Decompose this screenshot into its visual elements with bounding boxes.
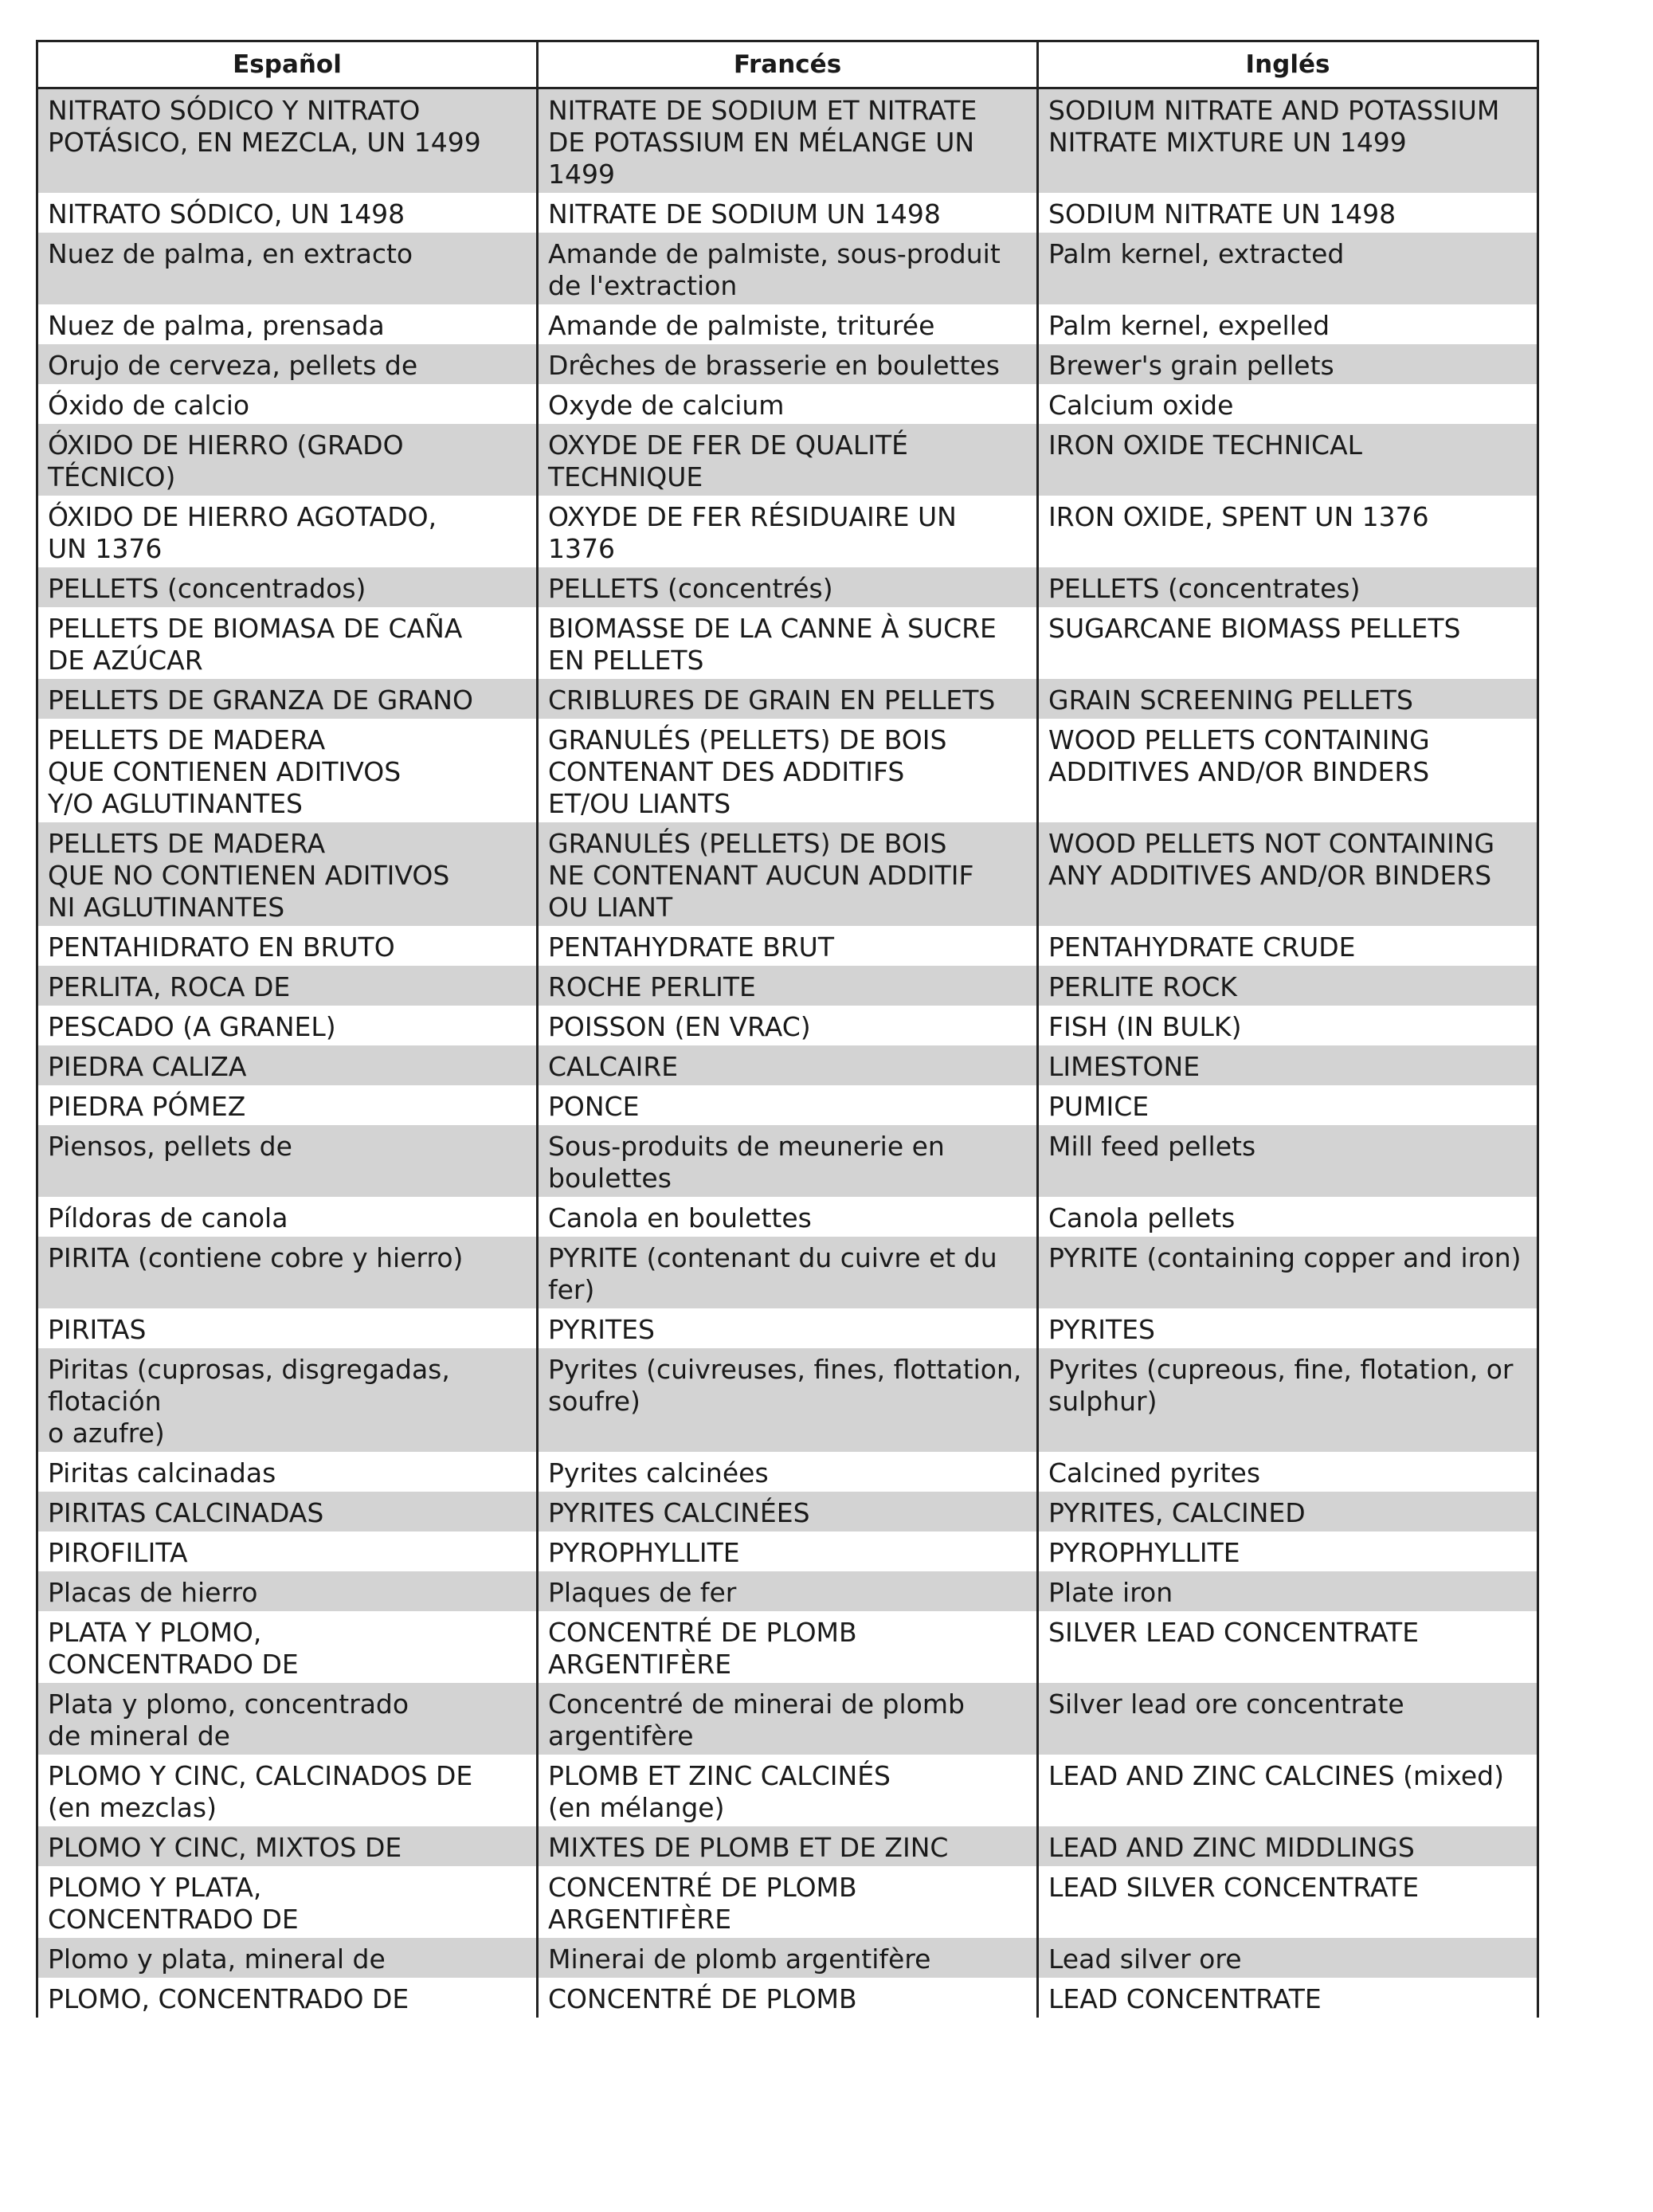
table-row [37, 966, 1538, 1006]
cell-spanish: Óxido de calcio [37, 384, 538, 424]
cell-french: OXYDE DE FER RÉSIDUAIRE UN 1376 [538, 496, 1038, 567]
table-row [37, 1938, 1538, 1978]
cell-english: PERLITE ROCK [1038, 966, 1538, 1006]
cell-english: Palm kernel, extracted [1038, 233, 1538, 304]
cell-french: Pyrites calcinées [538, 1452, 1038, 1492]
cell-spanish: PIRITA (contiene cobre y hierro) [37, 1237, 538, 1308]
cell-english: GRAIN SCREENING PELLETS [1038, 679, 1538, 719]
cell-spanish: PERLITA, ROCA DE [37, 966, 538, 1006]
cell-french: MIXTES DE PLOMB ET DE ZINC [538, 1826, 1038, 1866]
cell-english: LIMESTONE [1038, 1045, 1538, 1085]
table-header [37, 41, 1538, 88]
cell-english: IRON OXIDE, SPENT UN 1376 [1038, 496, 1538, 567]
cell-spanish: PELLETS DE GRANZA DE GRANO [37, 679, 538, 719]
cell-spanish: Orujo de cerveza, pellets de [37, 344, 538, 384]
cell-french: GRANULÉS (PELLETS) DE BOIS CONTENANT DES ADDITIFS ET/OU LIANTS [538, 719, 1038, 822]
table-row [37, 233, 1538, 304]
cell-english: PYRITES [1038, 1308, 1538, 1348]
cell-english: Brewer's grain pellets [1038, 344, 1538, 384]
cell-spanish: PELLETS (concentrados) [37, 567, 538, 607]
cell-french: NITRATE DE SODIUM UN 1498 [538, 193, 1038, 233]
cell-english: PELLETS (concentrates) [1038, 567, 1538, 607]
cell-english: Palm kernel, expelled [1038, 304, 1538, 344]
cell-english: Pyrites (cupreous, fine, flotation, or sulphur) [1038, 1348, 1538, 1452]
cell-french: CALCAIRE [538, 1045, 1038, 1085]
table-row [37, 1826, 1538, 1866]
cell-english: LEAD SILVER CONCENTRATE [1038, 1866, 1538, 1938]
cell-french: CONCENTRÉ DE PLOMB [538, 1978, 1038, 2018]
table-row [37, 719, 1538, 822]
table-row [37, 1532, 1538, 1571]
cell-english: SODIUM NITRATE AND POTASSIUM NITRATE MIXTURE UN 1499 [1038, 88, 1538, 194]
cell-french: CRIBLURES DE GRAIN EN PELLETS [538, 679, 1038, 719]
header-french: Francés [538, 41, 1038, 88]
cell-spanish: PIEDRA CALIZA [37, 1045, 538, 1085]
cell-french: GRANULÉS (PELLETS) DE BOIS NE CONTENANT AUCUN ADDITIF OU LIANT [538, 822, 1038, 926]
cell-english: Plate iron [1038, 1571, 1538, 1611]
table-row [37, 607, 1538, 679]
table-row [37, 1452, 1538, 1492]
table-row [37, 1978, 1538, 2018]
cell-spanish: ÓXIDO DE HIERRO AGOTADO, UN 1376 [37, 496, 538, 567]
cell-spanish: ÓXIDO DE HIERRO (GRADO TÉCNICO) [37, 424, 538, 496]
cell-french: Concentré de minerai de plomb argentifère [538, 1683, 1038, 1755]
table-row [37, 1611, 1538, 1683]
cell-spanish: PLOMO Y CINC, MIXTOS DE [37, 1826, 538, 1866]
cell-english: Calcium oxide [1038, 384, 1538, 424]
cell-french: Sous-produits de meunerie en boulettes [538, 1125, 1038, 1197]
cell-french: PENTAHYDRATE BRUT [538, 926, 1038, 966]
cell-french: PONCE [538, 1085, 1038, 1125]
cell-spanish: PELLETS DE BIOMASA DE CAÑA DE AZÚCAR [37, 607, 538, 679]
cell-spanish: Píldoras de canola [37, 1197, 538, 1237]
table-row [37, 88, 1538, 194]
cell-french: BIOMASSE DE LA CANNE À SUCRE EN PELLETS [538, 607, 1038, 679]
table-row [37, 1308, 1538, 1348]
cell-french: Drêches de brasserie en boulettes [538, 344, 1038, 384]
cell-english: IRON OXIDE TECHNICAL [1038, 424, 1538, 496]
table-row [37, 1683, 1538, 1755]
cell-english: LEAD AND ZINC CALCINES (mixed) [1038, 1755, 1538, 1826]
cell-spanish: PLOMO Y PLATA, CONCENTRADO DE [37, 1866, 538, 1938]
cell-english: PYROPHYLLITE [1038, 1532, 1538, 1571]
table-row [37, 822, 1538, 926]
cell-spanish: Piensos, pellets de [37, 1125, 538, 1197]
cell-spanish: NITRATO SÓDICO, UN 1498 [37, 193, 538, 233]
cell-french: PLOMB ET ZINC CALCINÉS (en mélange) [538, 1755, 1038, 1826]
table-row [37, 1006, 1538, 1045]
cell-spanish: PIROFILITA [37, 1532, 538, 1571]
cell-spanish: Nuez de palma, en extracto [37, 233, 538, 304]
cell-spanish: Nuez de palma, prensada [37, 304, 538, 344]
cell-english: Lead silver ore [1038, 1938, 1538, 1978]
cell-english: Canola pellets [1038, 1197, 1538, 1237]
cell-french: Minerai de plomb argentifère [538, 1938, 1038, 1978]
cell-spanish: Plata y plomo, concentrado de mineral de [37, 1683, 538, 1755]
cell-english: LEAD AND ZINC MIDDLINGS [1038, 1826, 1538, 1866]
cell-english: LEAD CONCENTRATE [1038, 1978, 1538, 2018]
cell-french: Oxyde de calcium [538, 384, 1038, 424]
cell-spanish: PLOMO, CONCENTRADO DE [37, 1978, 538, 2018]
cell-english: WOOD PELLETS CONTAINING ADDITIVES AND/OR BINDERS [1038, 719, 1538, 822]
table-row [37, 567, 1538, 607]
table-row [37, 424, 1538, 496]
cell-french: ROCHE PERLITE [538, 966, 1038, 1006]
cell-english: PENTAHYDRATE CRUDE [1038, 926, 1538, 966]
cell-french: Plaques de fer [538, 1571, 1038, 1611]
cell-spanish: PELLETS DE MADERA QUE NO CONTIENEN ADITIVOS NI AGLUTINANTES [37, 822, 538, 926]
cell-spanish: Piritas (cuprosas, disgregadas, flotación o azufre) [37, 1348, 538, 1452]
table-row [37, 1197, 1538, 1237]
cell-french: Amande de palmiste, sous-produit de l'extraction [538, 233, 1038, 304]
cell-english: Calcined pyrites [1038, 1452, 1538, 1492]
cell-french: PELLETS (concentrés) [538, 567, 1038, 607]
cell-spanish: PIRITAS CALCINADAS [37, 1492, 538, 1532]
cell-spanish: PLOMO Y CINC, CALCINADOS DE (en mezclas) [37, 1755, 538, 1826]
cell-spanish: PLATA Y PLOMO, CONCENTRADO DE [37, 1611, 538, 1683]
header-row [37, 41, 1538, 88]
table-row [37, 384, 1538, 424]
cell-spanish: Placas de hierro [37, 1571, 538, 1611]
table-row [37, 1085, 1538, 1125]
cell-english: PYRITES, CALCINED [1038, 1492, 1538, 1532]
cell-english: WOOD PELLETS NOT CONTAINING ANY ADDITIVES AND/OR BINDERS [1038, 822, 1538, 926]
cell-french: CONCENTRÉ DE PLOMB ARGENTIFÈRE [538, 1611, 1038, 1683]
table-row [37, 1125, 1538, 1197]
header-spanish: Español [37, 41, 538, 88]
table-row [37, 344, 1538, 384]
cell-spanish: PESCADO (A GRANEL) [37, 1006, 538, 1045]
cell-spanish: Piritas calcinadas [37, 1452, 538, 1492]
cell-english: PYRITE (containing copper and iron) [1038, 1237, 1538, 1308]
cell-spanish: Plomo y plata, mineral de [37, 1938, 538, 1978]
table-row [37, 1237, 1538, 1308]
cell-spanish: PELLETS DE MADERA QUE CONTIENEN ADITIVOS Y/O AGLUTINANTES [37, 719, 538, 822]
cell-english: SILVER LEAD CONCENTRATE [1038, 1611, 1538, 1683]
cell-french: PYRITE (contenant du cuivre et du fer) [538, 1237, 1038, 1308]
table-row [37, 1571, 1538, 1611]
cargo-name-translation-table [36, 40, 1539, 2018]
header-english: Inglés [1038, 41, 1538, 88]
cell-french: PYROPHYLLITE [538, 1532, 1038, 1571]
cell-french: PYRITES CALCINÉES [538, 1492, 1038, 1532]
cell-english: FISH (IN BULK) [1038, 1006, 1538, 1045]
cell-french: PYRITES [538, 1308, 1038, 1348]
cell-spanish: PIRITAS [37, 1308, 538, 1348]
cell-english: SUGARCANE BIOMASS PELLETS [1038, 607, 1538, 679]
table-body [37, 88, 1538, 2018]
cell-english: PUMICE [1038, 1085, 1538, 1125]
table-row [37, 1755, 1538, 1826]
cargo-name-translation-table-container [36, 40, 1537, 2018]
cell-french: OXYDE DE FER DE QUALITÉ TECHNIQUE [538, 424, 1038, 496]
cell-french: Pyrites (cuivreuses, fines, flottation, soufre) [538, 1348, 1038, 1452]
table-row [37, 1492, 1538, 1532]
table-row [37, 1348, 1538, 1452]
table-row [37, 926, 1538, 966]
table-row [37, 304, 1538, 344]
table-row [37, 193, 1538, 233]
cell-french: CONCENTRÉ DE PLOMB ARGENTIFÈRE [538, 1866, 1038, 1938]
cell-french: POISSON (EN VRAC) [538, 1006, 1038, 1045]
cell-spanish: PENTAHIDRATO EN BRUTO [37, 926, 538, 966]
cell-spanish: PIEDRA PÓMEZ [37, 1085, 538, 1125]
table-row [37, 1866, 1538, 1938]
cell-english: SODIUM NITRATE UN 1498 [1038, 193, 1538, 233]
cell-french: Amande de palmiste, triturée [538, 304, 1038, 344]
cell-english: Mill feed pellets [1038, 1125, 1538, 1197]
cell-french: NITRATE DE SODIUM ET NITRATE DE POTASSIUM EN MÉLANGE UN 1499 [538, 88, 1038, 194]
table-row [37, 496, 1538, 567]
cell-english: Silver lead ore concentrate [1038, 1683, 1538, 1755]
table-row [37, 1045, 1538, 1085]
table-row [37, 679, 1538, 719]
cell-spanish: NITRATO SÓDICO Y NITRATO POTÁSICO, EN MEZCLA, UN 1499 [37, 88, 538, 194]
cell-french: Canola en boulettes [538, 1197, 1038, 1237]
